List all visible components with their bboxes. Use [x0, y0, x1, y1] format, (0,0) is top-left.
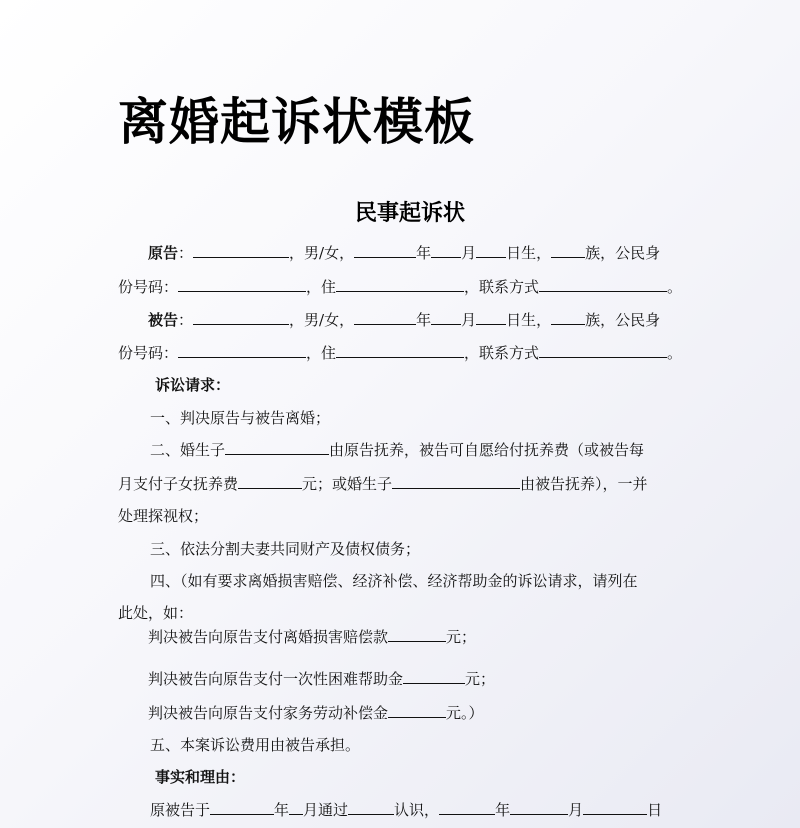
claim-item-4-sub-1 [148, 627, 476, 647]
text: 元。） [446, 704, 484, 722]
text: 判决被告向原告支付离婚损害赔偿款 [148, 628, 389, 646]
text: ，联系方式 [464, 278, 540, 296]
name-blank [193, 310, 289, 325]
child-name-blank [392, 474, 520, 489]
text: ，男/女， [289, 311, 355, 329]
page-title: 离婚起诉状模板 [118, 93, 475, 151]
address-blank [336, 277, 464, 292]
id-blank [178, 277, 306, 292]
id-blank [178, 343, 306, 358]
name-blank [193, 243, 289, 258]
text: 由原告抚养，被告可自愿给付抚养费（或被告每 [329, 441, 645, 459]
claim-item-4-line-2: 此处，如： [118, 604, 194, 622]
defendant-line-2 [118, 343, 682, 363]
year-blank [439, 800, 495, 815]
contact-blank [539, 277, 667, 292]
claim-item-5: 五、本案诉讼费用由被告承担。 [150, 736, 361, 754]
defendant-line-1 [148, 310, 660, 330]
text: 月通过 [303, 801, 349, 819]
text: 族，公民身 [585, 244, 661, 262]
plaintiff-line-2 [118, 277, 682, 297]
year-blank [210, 800, 274, 815]
text: 月 [568, 801, 584, 819]
text: 判决被告向原告支付家务劳动补偿金 [148, 704, 389, 722]
text: 月 [461, 244, 477, 262]
text: 份号码： [118, 278, 179, 296]
amount-blank [388, 627, 446, 642]
text: ： [178, 311, 194, 329]
day-blank [476, 310, 506, 325]
document-title: 民事起诉状 [354, 201, 465, 226]
text: 年 [416, 244, 432, 262]
contact-blank [539, 343, 667, 358]
facts-line-1 [150, 800, 662, 820]
claim-item-2-line-2 [118, 474, 648, 494]
facts-heading: 事实和理由： [155, 768, 246, 786]
claim-item-4-sub-2 [148, 669, 495, 689]
claim-item-4-line-1: 四、（如有要求离婚损害赔偿、经济补偿、经济帮助金的诉讼请求，请列在 [150, 572, 638, 590]
text: 。 [667, 278, 683, 296]
text: 族，公民身 [585, 311, 661, 329]
text: 原被告于 [150, 801, 211, 819]
plaintiff-label: 原告 [148, 244, 179, 262]
year-blank [354, 243, 416, 258]
day-blank [583, 800, 647, 815]
claim-item-3: 三、依法分割夫妻共同财产及债权债务； [150, 540, 421, 558]
text: 二、婚生子 [150, 441, 226, 459]
text: 日 [647, 801, 663, 819]
amount-blank [238, 474, 302, 489]
text: 年 [416, 311, 432, 329]
month-blank [431, 310, 461, 325]
text: 月支付子女抚养费 [118, 475, 239, 493]
ethnicity-blank [551, 243, 585, 258]
amount-blank [403, 669, 465, 684]
year-blank [354, 310, 416, 325]
address-blank [336, 343, 464, 358]
claim-item-2-line-1 [150, 440, 644, 460]
claim-item-4-sub-3 [148, 703, 484, 723]
text: 日生， [506, 244, 552, 262]
text: ，联系方式 [464, 344, 540, 362]
text: 日生， [506, 311, 552, 329]
text: ，男/女， [289, 244, 355, 262]
child-name-blank [225, 440, 329, 455]
month-blank [289, 800, 303, 815]
day-blank [476, 243, 506, 258]
ethnicity-blank [551, 310, 585, 325]
claim-item-1: 一、判决原告与被告离婚； [150, 409, 331, 427]
text: 元； [465, 670, 496, 688]
text: 年 [495, 801, 511, 819]
text: ，住 [306, 344, 337, 362]
month-blank [510, 800, 568, 815]
amount-blank [388, 703, 446, 718]
claims-heading: 诉讼请求： [155, 376, 231, 394]
text: 。 [667, 344, 683, 362]
text: 元； [446, 628, 477, 646]
text: 认识， [394, 801, 440, 819]
text: 由被告抚养），一并 [520, 475, 648, 493]
text: 年 [274, 801, 290, 819]
via-blank [348, 800, 394, 815]
defendant-label: 被告 [148, 311, 179, 329]
text: ： [178, 244, 194, 262]
text: ，住 [306, 278, 337, 296]
text: 月 [461, 311, 477, 329]
plaintiff-line-1 [148, 243, 660, 263]
text: 元；或婚生子 [302, 475, 393, 493]
month-blank [431, 243, 461, 258]
claim-item-2-line-3: 处理探视权； [118, 507, 209, 525]
text: 判决被告向原告支付一次性困难帮助金 [148, 670, 404, 688]
text: 份号码： [118, 344, 179, 362]
